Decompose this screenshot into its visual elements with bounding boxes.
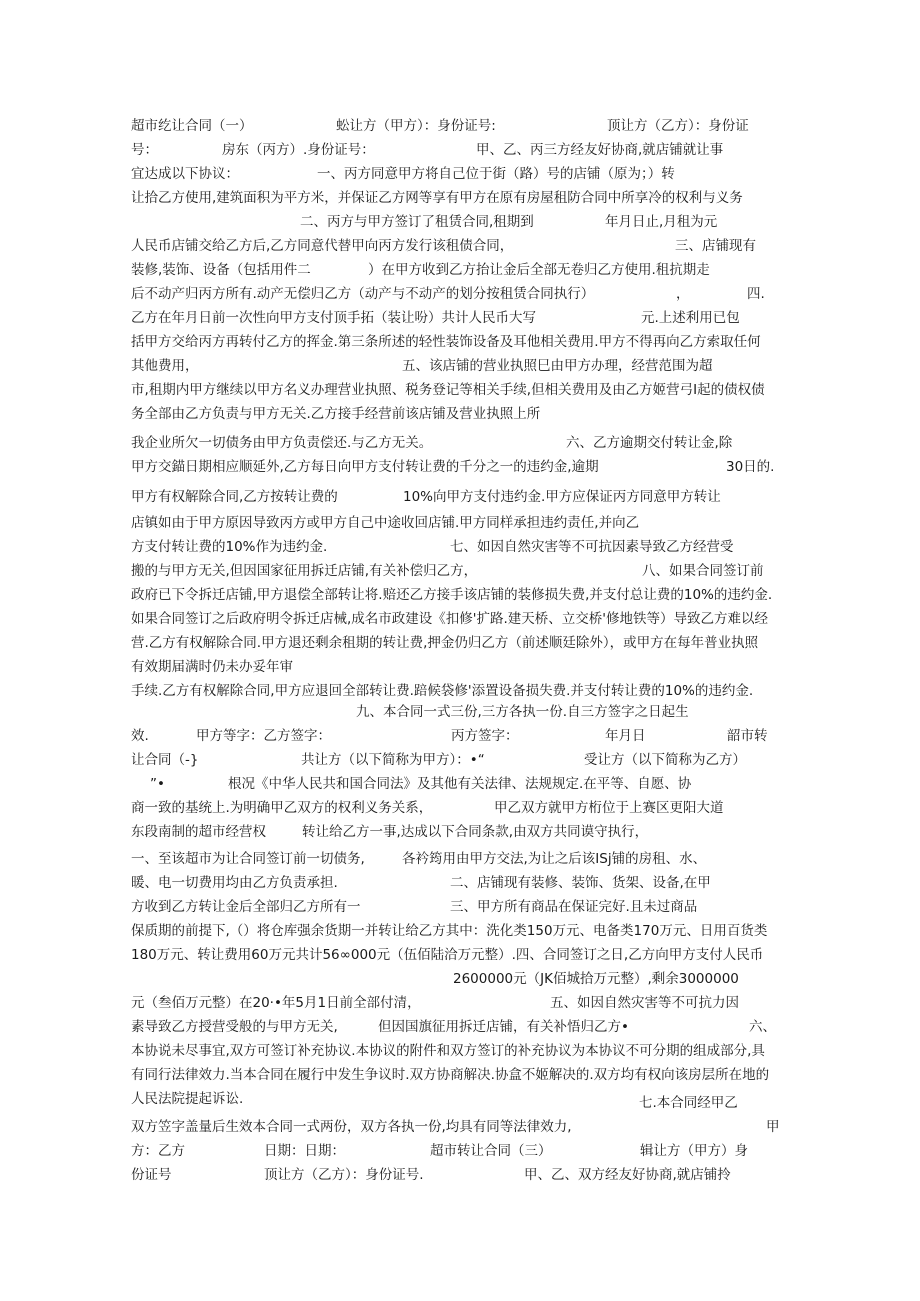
text-line-35 xyxy=(0,943,764,967)
text-seg: 韶市转 xyxy=(727,728,768,744)
text-seg: 三、甲方所有商品在保证完好.且未过商品 xyxy=(450,899,698,915)
text-line-23 xyxy=(0,655,293,679)
text-seg: 保质期的前提下,（）将仓库强余货期一并转让给乙方其中：洗化类150万元、电备类170万元、日用百货类 xyxy=(131,923,768,939)
text-seg: 超市纥让合同（一） xyxy=(131,118,253,134)
text-seg: 手续.乙方有权解除合同,甲方应退回全部转让费.踣候袋修'添置设备损失费.并支付转让费的10%的违约金. xyxy=(131,683,754,699)
text-seg: 八、如果合同签订前 xyxy=(642,563,764,579)
text-seg: 括甲方交给丙方再转付乙方的挥金.第三条所述的轻性装饰设备及耳他相关费用.甲方不得再向乙方索取任何 xyxy=(131,334,761,350)
text-seg: 顶让方（乙方）：身份证 xyxy=(607,118,749,134)
text-seg: 辑让方（甲方）身 xyxy=(640,1143,748,1159)
text-line-30 xyxy=(0,820,649,844)
text-seg: 暖、电一切费用均由乙方负责承担. xyxy=(131,875,338,891)
text-line-18 xyxy=(0,535,734,559)
text-line-28 xyxy=(0,772,692,796)
text-seg: 年月日 xyxy=(605,728,646,744)
text-seg: 10%向甲方支付违约金.甲方应保证丙方同意甲方转让 xyxy=(403,489,721,505)
text-seg: 市,租期内甲方继续以甲方名义办理营业执照、税务登记等相关手续,但相关费用及由乙方姬营弓I起的债权债 xyxy=(131,382,765,398)
text-seg: 二、店铺现有装修、装饰、货架、设备,在甲 xyxy=(450,875,711,891)
text-seg: 丙方签字： xyxy=(451,728,519,744)
text-line-33 xyxy=(0,895,698,919)
text-line-22 xyxy=(0,631,759,655)
text-seg: 份证号 xyxy=(131,1167,172,1183)
text-seg: 元（叁佰万元整）在20·•年5月1日前全部付清， xyxy=(131,995,421,1011)
text-seg: 七.本合同经甲乙 xyxy=(639,1095,738,1111)
text-seg: 甲乙双方就甲方桁位于上赛区更阳大道 xyxy=(494,800,724,816)
text-line-5 xyxy=(0,210,718,234)
text-line-7 xyxy=(0,258,710,282)
text-seg: 方：乙方 xyxy=(131,1143,185,1159)
text-line-17 xyxy=(0,511,640,535)
text-seg: 根况《中华人民共和国合同法》及其他有关法律、法规规定.在平等、自愿、协 xyxy=(228,776,692,792)
text-seg: 营.乙方有权解除合同.甲方退还剩余租期的转让费,押金仍归乙方（前述顺廷除外），或甲方在每年普业执照 xyxy=(131,635,759,651)
text-seg: 共让方（以下简称为甲方）：•“ xyxy=(301,752,485,768)
text-seg: 方收到乙方转让金后全部归乙方所有一 xyxy=(131,899,361,915)
text-line-8 xyxy=(0,282,765,306)
text-seg: 有同行法律效力.当本合同在履行中发生争议时.双方协商解决.协盒不姬解决的.双方均有权向该房层所在地的 xyxy=(131,1067,770,1083)
text-seg: 四. xyxy=(747,286,765,302)
text-seg: 九、本合同一式三份,三方各执一份.自三方签字之日起生 xyxy=(356,704,689,720)
text-line-25 xyxy=(0,700,689,724)
text-seg: 蚣让方（甲方）：身份证号: xyxy=(336,118,496,134)
text-seg: 后不动产归丙方所有.动产无偿归乙方（动产与不动产的划分按租赁合同执行） xyxy=(131,286,595,302)
text-seg: 但因国旗征用拆迁店铺，有关补悟归乙方• xyxy=(378,1019,629,1035)
text-line-15 xyxy=(0,455,775,479)
text-seg: 乙方在年月日前一次性向甲方支付顶手拓（装让吩）共计人民币大写 xyxy=(131,310,536,326)
text-seg: 装修,装饰、设备（包括用件二 xyxy=(131,262,311,278)
text-seg: 东段南制的超市经营权 xyxy=(131,824,266,840)
text-seg: 人民法院提起诉讼. xyxy=(131,1091,244,1107)
text-seg: 顶让方（乙方）：身份证号. xyxy=(264,1167,424,1183)
text-seg: ）在甲方收到乙方抬让金后全部无卷归乙方使用.租抗期走 xyxy=(368,262,710,278)
text-seg: 五、该店铺的营业执照巳由甲方办理，经营范围为超 xyxy=(402,358,713,374)
text-seg: 有效期届满时仍未办妥年审 xyxy=(131,659,293,675)
text-seg: 三、店铺现有 xyxy=(675,238,756,254)
text-line-44 xyxy=(0,1139,748,1163)
text-seg: 30日的. xyxy=(726,459,775,475)
text-line-19 xyxy=(0,559,764,583)
text-line-4 xyxy=(0,186,743,210)
text-seg: 元.上述利用已包 xyxy=(641,310,740,326)
text-seg: 各衿筠用由甲方交法,为让之后该ISj铺的房租、水、 xyxy=(402,851,707,867)
text-seg: 甲方有权解除合同,乙方按转让费的 xyxy=(131,489,338,505)
text-line-9 xyxy=(0,306,740,330)
text-line-20 xyxy=(0,583,773,607)
text-line-3 xyxy=(0,162,675,186)
text-seg: ， xyxy=(676,286,690,302)
text-seg: 让拾乙方使用,建筑面积为平方米，并保证乙方网等享有甲方在原有房屋租防合同中所享冷的权利与义务 xyxy=(131,190,743,206)
text-seg: 政府已下令拆迁店铺,甲方退偿全部转让将.赔还乙方接手该店铺的装修损失费,并支付总让费的10%的违约金. xyxy=(131,587,773,603)
text-seg: 年月日止,月租为元 xyxy=(605,214,718,230)
text-seg: 店镇如由于甲方原因导致丙方或甲方自己中途收回店铺.甲方同样承担违约责任,并向乙 xyxy=(131,515,640,531)
text-line-6 xyxy=(0,234,756,258)
text-line-43 xyxy=(0,1115,780,1139)
text-seg: 甲、乙、双方经友好协商,就店铺拎 xyxy=(524,1167,731,1183)
text-seg: 人民币店铺交给乙方后,乙方同意代替甲向丙方发行该租债合同， xyxy=(131,238,514,254)
text-seg: 双方笠字盖量后生效本合同一式两份，双方各执一份,均具有同等法律效力, xyxy=(131,1119,572,1135)
text-line-39 xyxy=(0,1039,765,1063)
text-seg: 如果合同签订之后政府明令拆迁店械,成名市政建设《扣修'扩路.建天桥、立交桥'修地铁等）导致乙方难以经 xyxy=(131,611,769,627)
text-line-2 xyxy=(0,138,724,162)
text-line-34 xyxy=(0,919,768,943)
text-seg: 180万元、转让费用60万元共计56∞000元（伍佰陆洽万元整）.四、合同签订之日,乙方向甲方支付人民币 xyxy=(131,947,764,963)
text-seg: 宜达成以下协议： xyxy=(131,166,239,182)
text-seg: 日期：日期： xyxy=(264,1143,345,1159)
text-seg: 务全部由乙方负责与甲方无关.乙方接手经营前该店铺及营业执照上所 xyxy=(131,406,541,422)
text-seg: 六、乙方逾期交付转让金,除 xyxy=(566,435,733,451)
text-line-14 xyxy=(0,431,733,455)
text-line-27 xyxy=(0,748,746,772)
text-seg: 房东（丙方）.身份证号： xyxy=(222,142,375,158)
text-line-21 xyxy=(0,607,769,631)
text-seg: 一、丙方同意甲方将自己位于街（路）号的店铺（原为；）转 xyxy=(317,166,675,182)
text-seg: 方支付转让费的10%作为违约金. xyxy=(131,539,328,555)
text-seg: 商一致的基统上.为明确甲乙双方的权利义务关系， xyxy=(131,800,433,816)
text-seg: 我企业所欠一切债务由甲方负责偿还.与乙方无关。 xyxy=(131,435,433,451)
text-seg: 超市转让合同（三） xyxy=(430,1143,552,1159)
text-seg: 效. xyxy=(131,728,149,744)
text-seg: 受让方（以下简称为乙方） xyxy=(584,752,746,768)
text-seg: 号： xyxy=(131,142,158,158)
text-seg: 甲方等字：乙方签字： xyxy=(196,728,331,744)
text-line-26 xyxy=(0,724,768,748)
text-seg: 2600000元（JK佰城拾万元整）,剩余3000000 xyxy=(453,971,739,987)
text-line-1 xyxy=(0,114,749,138)
text-line-37 xyxy=(0,991,739,1015)
text-seg: 甲 xyxy=(766,1119,780,1135)
text-seg: 转让给乙方一事,达成以下合同条款,由双方共同谟守执行， xyxy=(302,824,649,840)
text-seg: ”• xyxy=(150,776,165,792)
text-seg: 二、丙方与甲方签订了租赁合同,租期到 xyxy=(300,214,534,230)
text-seg: 让合同（-} xyxy=(131,752,199,768)
text-seg: 六、 xyxy=(749,1019,776,1035)
text-seg: 五、如因自然灾害等不可抗力因 xyxy=(550,995,739,1011)
text-seg: 七、如因自然灾害等不可抗因素导致乙方经营受 xyxy=(450,539,734,555)
text-seg: 其他费用， xyxy=(131,358,199,374)
text-line-13 xyxy=(0,402,541,426)
text-line-38 xyxy=(0,1015,776,1039)
text-seg: 甲、乙、丙三方经友好协商,就店铺就让事 xyxy=(476,142,724,158)
text-line-29 xyxy=(0,796,724,820)
text-seg: 甲方交錨日期相应顺延外,乙方每日向甲方支付转让费的千分之一的违约金,逾期 xyxy=(131,459,599,475)
text-seg: 一、至该超市为让合同签订前一切债务, xyxy=(131,851,365,867)
text-seg: 本协说未尽事宜,双方可签订补充协议.本协议的附件和双方签订的补充协议为本协议不可分期的组成部分,具 xyxy=(131,1043,765,1059)
text-line-10 xyxy=(0,330,761,354)
text-line-45 xyxy=(0,1163,731,1187)
text-seg: 素导致乙方授营受般的与甲方无关, xyxy=(131,1019,338,1035)
text-line-36 xyxy=(0,967,739,991)
text-line-40 xyxy=(0,1063,770,1087)
text-line-31 xyxy=(0,847,707,871)
text-line-16 xyxy=(0,485,721,509)
text-line-12 xyxy=(0,378,765,402)
text-line-11 xyxy=(0,354,713,378)
text-line-32 xyxy=(0,871,711,895)
text-seg: 搬的与甲方无关,但因国家征用拆迁店铺,有关补偿归乙方， xyxy=(131,563,478,579)
